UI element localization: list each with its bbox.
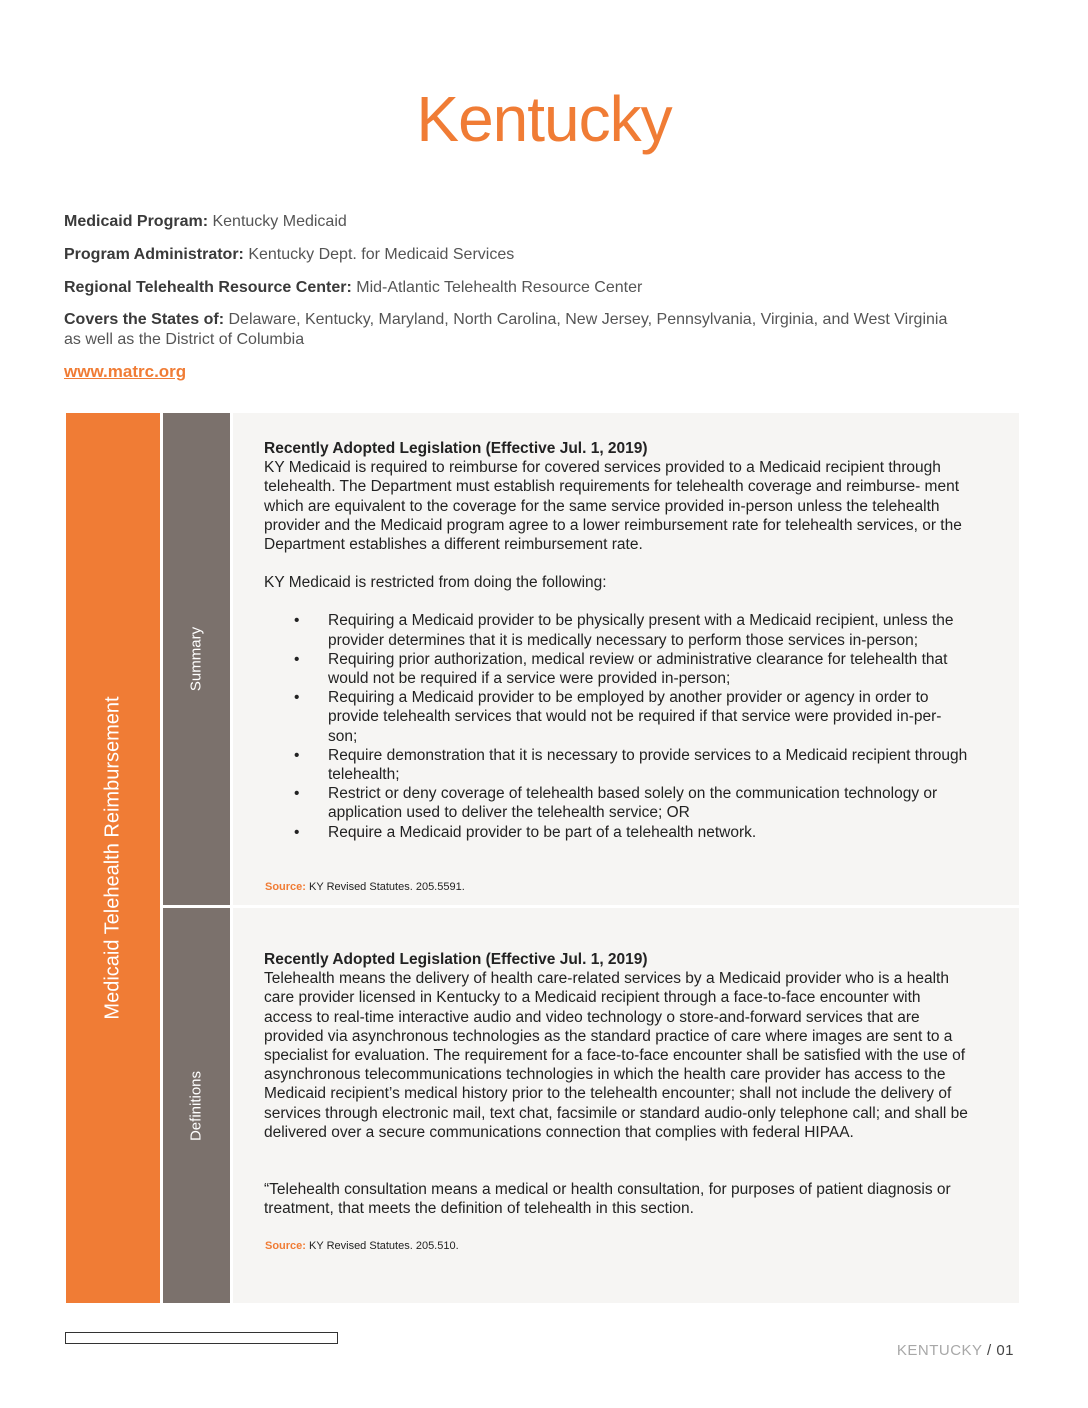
- list-item: • Restrict or deny coverage of telehealth based solely on the communication technology or application used to deliver the telehealth service; OR: [264, 784, 969, 822]
- summary-heading: Recently Adopted Legislation (Effective Jul. 1, 2019): [264, 440, 648, 457]
- definitions-section: [233, 908, 1019, 1303]
- page-number: [897, 1342, 1014, 1359]
- definitions-paragraph-2: “Telehealth consultation means a medical or health consultation, for purposes of patient diagnosis or treatment, that meets the definition of telehealth in this section.: [264, 1181, 951, 1218]
- summary-source: [265, 878, 465, 897]
- summary-label-column: [163, 413, 230, 905]
- summary-source-label: Source:: [265, 881, 306, 893]
- restrictions-list: [264, 611, 969, 841]
- list-item: • Requiring a Medicaid provider to be employed by another provider or agency in order to provide telehealth services that would not be required if that service were provided in-per- son;: [264, 688, 969, 746]
- footnote-box: [65, 1332, 338, 1344]
- resource-center-value: Mid-Atlantic Telehealth Resource Center: [356, 279, 643, 296]
- resource-center-line: [64, 278, 964, 298]
- covers-states-label: Covers the States of:: [64, 311, 225, 328]
- page-title: Kentucky: [416, 83, 672, 155]
- medicaid-program-line: [64, 212, 964, 232]
- covers-states-line: [64, 310, 954, 350]
- footer-page: 01: [996, 1342, 1014, 1359]
- summary-source-text: KY Revised Statutes. 205.5591.: [309, 881, 465, 893]
- definitions-source-text: KY Revised Statutes. 205.510.: [309, 1240, 459, 1252]
- list-item: • Require a Medicaid provider to be part of a telehealth network.: [264, 823, 969, 842]
- definitions-label-column: [163, 908, 230, 1303]
- medicaid-program-label: Medicaid Program:: [64, 213, 209, 230]
- definitions-source-label: Source:: [265, 1240, 306, 1252]
- footer-state: KENTUCKY: [896, 1342, 983, 1359]
- definitions-source: [265, 1237, 459, 1256]
- definitions-label: Definitions: [187, 1070, 205, 1141]
- resource-center-label: Regional Telehealth Resource Center:: [64, 279, 352, 296]
- category-label: Medicaid Telehealth Reimbursement: [101, 696, 124, 1020]
- summary-section: [233, 413, 1019, 905]
- footer-separator: /: [986, 1342, 992, 1359]
- administrator-line: [64, 245, 964, 265]
- category-label-column: [66, 413, 160, 1303]
- list-item: • Requiring a Medicaid provider to be physically present with a Medicaid recipient, unless the provider determines that it is medically necessary to perform those services in-person;: [264, 611, 969, 649]
- website-link[interactable]: www.matrc.org: [64, 362, 187, 381]
- list-item: • Require demonstration that it is necessary to provide services to a Medicaid recipient through telehealth;: [264, 746, 969, 784]
- list-item: • Requiring prior authorization, medical review or administrative clearance for telehealth that would not be required if a service were provided in-person;: [264, 650, 969, 688]
- definitions-paragraph-1: Telehealth means the delivery of health care-related services by a Medicaid provider who is a health care provider licensed in Kentucky to a Medicaid recipient through a face-to-face encounter with access to real-time interactive audio and video technology o store-and-forward services that are provided via asynchronous technologies as the standard practice of care where images are sent to a specialist for evaluation. The requirement for a face-to-face encounter shall be satisfied with the use of asynchronous telecommunications technologies in which the health care provider has access to the Medicaid recipient’s medical history prior to the telehealth encounter; shall not include the delivery of services through electronic mail, text chat, facsimile or standard audio-only telephone call; and shall be delivered over a secure communications connection that complies with federal HIPAA.: [264, 970, 968, 1141]
- summary-paragraph-1: KY Medicaid is required to reimburse for covered services provided to a Medicaid recipient through telehealth. The Department must establish requirements for telehealth coverage and reimburse- ment which are equivalent to the coverage for the same service provided in-person unless the telehealth provider and the Medicaid program agree to a lower reimbursement rate for telehealth services, or the Department establishes a different reimbursement rate.: [264, 459, 962, 554]
- medicaid-program-value: Kentucky Medicaid: [212, 213, 347, 230]
- administrator-label: Program Administrator:: [64, 246, 244, 263]
- definitions-heading: Recently Adopted Legislation (Effective Jul. 1, 2019): [264, 951, 648, 968]
- summary-paragraph-2: KY Medicaid is restricted from doing the following:: [264, 574, 607, 592]
- administrator-value: Kentucky Dept. for Medicaid Services: [248, 246, 515, 263]
- summary-label: Summary: [187, 626, 205, 692]
- reimbursement-table: [66, 413, 1019, 1303]
- covers-states-value: Delaware, Kentucky, Maryland, North Carolina, New Jersey, Pennsylvania, Virginia, and West Virginia as well as the District of Columbia: [64, 311, 948, 348]
